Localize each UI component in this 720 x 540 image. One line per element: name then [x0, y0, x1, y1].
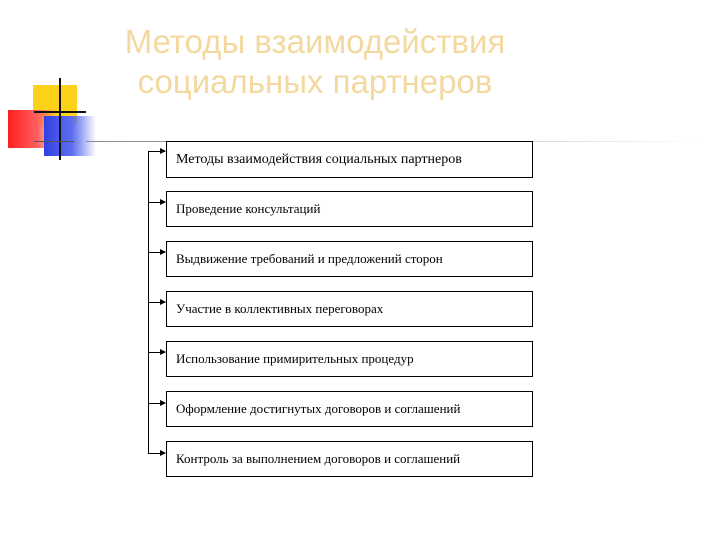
slide-title: [90, 22, 540, 102]
method-box-negotiations: Участие в коллективных переговорах: [166, 291, 533, 327]
decor-vertical-line: [59, 78, 61, 160]
slide-title-line-2: социальных партнеров: [137, 63, 493, 100]
connector-arrow-4: [148, 352, 165, 353]
method-box-consultations: Проведение консультаций: [166, 191, 533, 227]
connector-arrow-5: [148, 403, 165, 404]
decor-horizontal-line: [34, 111, 86, 113]
connector-arrow-header: [148, 151, 165, 152]
connector-arrow-6: [148, 453, 165, 454]
connector-arrow-2: [148, 252, 165, 253]
decor-blue-square: [44, 116, 96, 156]
method-box-agreements: Оформление достигнутых договоров и соглашений: [166, 391, 533, 427]
connector-arrow-3: [148, 302, 165, 303]
method-box-control: Контроль за выполнением договоров и соглашений: [166, 441, 533, 477]
diagram-header-box: Методы взаимодействия социальных партнеров: [166, 141, 533, 178]
connector-arrow-1: [148, 202, 165, 203]
method-box-demands: Выдвижение требований и предложений сторон: [166, 241, 533, 277]
method-box-conciliation: Использование примирительных процедур: [166, 341, 533, 377]
slide-title-line-1: Методы взаимодействия: [124, 23, 506, 60]
decor-horizontal-line-2: [34, 141, 74, 142]
